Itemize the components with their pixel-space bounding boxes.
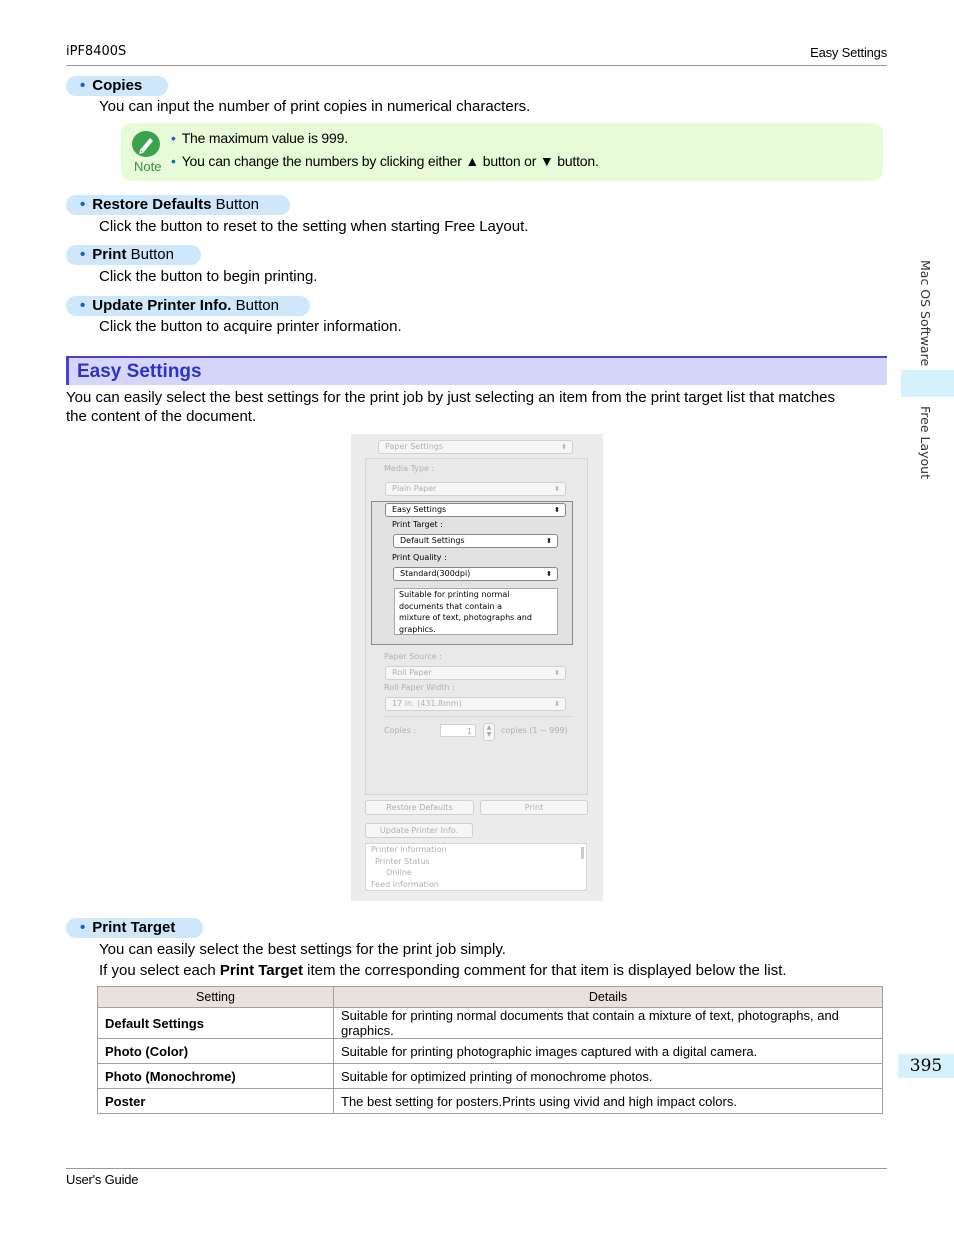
comment-box xyxy=(394,588,558,635)
table-cell-details: The best setting for posters.Prints using vivid and high impact colors. xyxy=(334,1089,883,1114)
update-printer-info-button[interactable]: Update Printer Info. xyxy=(365,823,473,838)
table-header: Details xyxy=(334,987,883,1008)
bullet-icon: • xyxy=(80,196,86,213)
table-cell-details: Suitable for optimized printing of monochrome photos. xyxy=(334,1064,883,1089)
print-quality-value: Standard(300dpi) xyxy=(400,569,471,578)
table-cell-details: Suitable for printing normal documents that contain a mixture of text, photographs, and graphics. xyxy=(334,1008,883,1039)
print-target-value: Default Settings xyxy=(400,536,465,545)
printer-info-box xyxy=(365,843,587,891)
popup-arrows-icon: ⬍ xyxy=(554,700,560,708)
note-line-1-text: The maximum value is 999. xyxy=(181,130,348,146)
comment-line: documents that contain a xyxy=(399,601,503,611)
print-pill xyxy=(66,245,201,265)
bullet-icon: • xyxy=(80,297,86,314)
print-quality-label: Print Quality : xyxy=(392,553,447,562)
header-rule xyxy=(66,65,887,66)
section-heading xyxy=(66,356,887,385)
table-header: Setting xyxy=(98,987,334,1008)
restore-desc: Click the button to reset to the setting when starting Free Layout. xyxy=(99,218,529,235)
footer-rule xyxy=(66,1168,887,1169)
desc2-a: If you select each xyxy=(99,962,220,979)
copies-title: Copies xyxy=(92,77,143,94)
print-target-popup[interactable] xyxy=(393,534,558,548)
table-cell-setting: Poster xyxy=(98,1089,334,1114)
media-type-value: Plain Paper xyxy=(392,484,437,493)
bullet-icon: • xyxy=(80,919,86,936)
print-target-title: Print Target xyxy=(92,919,176,936)
note-label: Note xyxy=(134,159,162,174)
table-row xyxy=(98,1039,883,1064)
print-desc: Click the button to begin printing. xyxy=(99,268,318,285)
note-line-1: • The maximum value is 999. xyxy=(171,130,348,146)
restore-bold: Restore Defaults xyxy=(92,196,212,213)
popup-arrows-icon: ⬍ xyxy=(546,570,552,578)
media-type-popup[interactable] xyxy=(385,482,566,496)
bullet-icon: • xyxy=(80,77,86,94)
print-rest: Button xyxy=(126,246,174,263)
table-header-row xyxy=(98,987,883,1008)
print-target-label: Print Target : xyxy=(392,520,443,529)
comment-line: mixture of text, photographs and xyxy=(399,613,532,622)
header-section: Easy Settings xyxy=(810,45,887,60)
page-number: 395 xyxy=(898,1054,954,1078)
footer-guide: User's Guide xyxy=(66,1172,139,1187)
easy-settings-popup[interactable] xyxy=(385,503,566,517)
roll-width-popup[interactable] xyxy=(385,697,566,711)
print-quality-popup[interactable] xyxy=(393,567,558,581)
scrollbar[interactable] xyxy=(581,847,584,859)
table-cell-setting: Default Settings xyxy=(98,1008,334,1039)
print-target-desc-2 xyxy=(99,961,787,980)
print-bold: Print xyxy=(92,246,127,263)
roll-width-value: 17 in. (431.8mm) xyxy=(392,699,462,708)
update-rest: Button xyxy=(231,297,279,314)
note-pencil-icon xyxy=(132,131,160,157)
sidebar-section: Free Layout xyxy=(918,406,933,479)
copies-label: Copies : xyxy=(384,726,417,735)
print-target-table xyxy=(97,986,883,1114)
info-line: Printer Status xyxy=(375,856,430,866)
copies-stepper[interactable]: ▲ ▼ xyxy=(483,723,495,741)
popup-arrows-icon: ⬍ xyxy=(554,506,560,514)
info-line: Printer Information xyxy=(371,845,447,854)
comment-line: graphics. xyxy=(399,624,436,634)
paper-source-popup[interactable] xyxy=(385,666,566,680)
table-cell-setting: Photo (Color) xyxy=(98,1039,334,1064)
comment-line: Suitable for printing normal xyxy=(399,590,510,599)
table-cell-setting: Photo (Monochrome) xyxy=(98,1064,334,1089)
header-model: iPF8400S xyxy=(66,44,127,59)
popup-arrows-icon: ⬍ xyxy=(554,485,560,493)
sidebar-tab-marker xyxy=(901,370,954,397)
update-desc: Click the button to acquire printer information. xyxy=(99,318,402,335)
easy-desc-1: You can easily select the best settings for the print job by just selecting an item from the print target list that matches xyxy=(66,389,836,406)
popup-arrows-icon: ⬍ xyxy=(561,443,567,451)
roll-width-label: Roll Paper Width : xyxy=(384,683,455,692)
copies-pill xyxy=(66,76,168,96)
print-target-pill xyxy=(66,918,203,938)
copies-desc: You can input the number of print copies in numerical characters. xyxy=(99,98,531,115)
paper-settings-value: Paper Settings xyxy=(385,442,444,451)
desc2-b: Print Target xyxy=(219,962,303,979)
restore-pill xyxy=(66,195,290,215)
info-line: Online xyxy=(386,868,412,877)
paper-source-label: Paper Source : xyxy=(384,652,442,661)
settings-panel-screenshot xyxy=(351,434,603,901)
table-row xyxy=(98,1064,883,1089)
popup-arrows-icon: ⬍ xyxy=(554,669,560,677)
restore-defaults-button[interactable]: Restore Defaults xyxy=(365,800,474,815)
popup-arrows-icon: ⬍ xyxy=(546,537,552,545)
table-row xyxy=(98,1008,883,1039)
table-cell-details: Suitable for printing photographic images captured with a digital camera. xyxy=(334,1039,883,1064)
divider xyxy=(384,716,572,717)
copies-field[interactable]: 1 xyxy=(440,724,476,737)
restore-rest: Button xyxy=(211,196,260,213)
paper-source-value: Roll Paper xyxy=(392,668,432,677)
media-type-label: Media Type : xyxy=(384,464,435,473)
section-heading-text: Easy Settings xyxy=(77,361,202,382)
bullet-icon: • xyxy=(80,246,86,263)
paper-settings-popup[interactable] xyxy=(378,440,573,454)
sidebar-chapter: Mac OS Software xyxy=(918,260,933,367)
table-row xyxy=(98,1089,883,1114)
copies-range: copies (1 ~ 999) xyxy=(501,726,568,735)
update-pill xyxy=(66,296,310,316)
note-line-2-text: You can change the numbers by clicking either ▲ button or ▼ button. xyxy=(181,153,599,169)
info-line: Feed Information xyxy=(371,879,439,889)
print-button[interactable]: Print xyxy=(480,800,588,815)
note-box xyxy=(121,123,883,181)
desc2-c: item the corresponding comment for that item is displayed below the list. xyxy=(302,962,787,979)
easy-settings-value: Easy Settings xyxy=(392,505,447,514)
print-target-desc-1: You can easily select the best settings for the print job simply. xyxy=(99,941,506,958)
update-bold: Update Printer Info. xyxy=(92,297,232,314)
note-line-2: • You can change the numbers by clicking either ▲ button or ▼ button. xyxy=(171,153,599,169)
easy-desc-2: the content of the document. xyxy=(66,408,257,425)
